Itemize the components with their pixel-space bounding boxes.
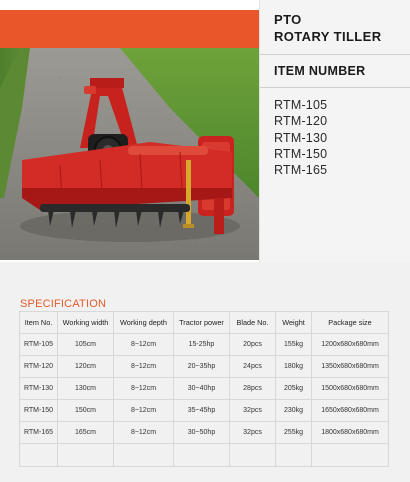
table-cell: 1500x680x680mm bbox=[312, 378, 389, 400]
table-cell: 1350x680x680mm bbox=[312, 356, 389, 378]
table-cell: 1650x680x680mm bbox=[312, 400, 389, 422]
table-cell: 120cm bbox=[58, 356, 114, 378]
model-item: RTM-105 bbox=[274, 98, 328, 112]
divider bbox=[260, 87, 410, 88]
table-row bbox=[20, 334, 389, 356]
table-cell bbox=[58, 444, 114, 467]
table-cell: 8~12cm bbox=[114, 422, 174, 444]
table-cell: 205kg bbox=[276, 378, 312, 400]
table-cell: 8~12cm bbox=[114, 334, 174, 356]
column-header: Working width bbox=[58, 312, 114, 334]
table-cell bbox=[174, 444, 230, 467]
product-info-panel bbox=[259, 0, 410, 262]
table-cell: 15-25hp bbox=[174, 334, 230, 356]
table-cell: 130cm bbox=[58, 378, 114, 400]
column-header: Blade No. bbox=[230, 312, 276, 334]
item-number-heading: ITEM NUMBER bbox=[274, 64, 366, 78]
table-cell: 30~50hp bbox=[174, 422, 230, 444]
table-row bbox=[20, 400, 389, 422]
table-cell: RTM-150 bbox=[20, 400, 58, 422]
divider bbox=[260, 54, 410, 55]
table-cell: 180kg bbox=[276, 356, 312, 378]
rotary-tiller-illustration bbox=[0, 48, 259, 260]
table-cell: 20pcs bbox=[230, 334, 276, 356]
table-row bbox=[20, 378, 389, 400]
table-cell: 8~12cm bbox=[114, 356, 174, 378]
table-cell: 155kg bbox=[276, 334, 312, 356]
accent-bar bbox=[0, 10, 259, 48]
product-name-line2: ROTARY TILLER bbox=[274, 29, 382, 44]
table-cell: 8~12cm bbox=[114, 400, 174, 422]
model-item: RTM-130 bbox=[274, 130, 328, 145]
model-item: RTM-150 bbox=[274, 146, 328, 161]
table-cell bbox=[230, 444, 276, 467]
table-cell: 30~40hp bbox=[174, 378, 230, 400]
table-cell: 24pcs bbox=[230, 356, 276, 378]
table-cell: RTM-120 bbox=[20, 356, 58, 378]
table-row bbox=[20, 422, 389, 444]
table-cell: 28pcs bbox=[230, 378, 276, 400]
table-cell: RTM-165 bbox=[20, 422, 58, 444]
table-row-empty bbox=[20, 444, 389, 467]
table-cell: 150cm bbox=[58, 400, 114, 422]
column-header: Weight bbox=[276, 312, 312, 334]
model-item: RTM-165 bbox=[274, 163, 328, 178]
column-header: Working depth bbox=[114, 312, 174, 334]
table-cell bbox=[114, 444, 174, 467]
table-cell: RTM-130 bbox=[20, 378, 58, 400]
column-header: Package size bbox=[312, 312, 389, 334]
product-name-line1: PTO bbox=[274, 12, 302, 27]
model-list bbox=[274, 97, 327, 178]
table-cell: 255kg bbox=[276, 422, 312, 444]
table-cell: 35~45hp bbox=[174, 400, 230, 422]
table-cell: 1800x680x680mm bbox=[312, 422, 389, 444]
table-cell: 105cm bbox=[58, 334, 114, 356]
table-header-row bbox=[20, 312, 389, 334]
specification-title: SPECIFICATION bbox=[20, 298, 107, 310]
model-item: RTM-120 bbox=[274, 114, 328, 129]
column-header: Item No. bbox=[20, 312, 58, 334]
product-name bbox=[274, 11, 382, 45]
table-cell bbox=[312, 444, 389, 467]
table-row bbox=[20, 356, 389, 378]
table-cell: 230kg bbox=[276, 400, 312, 422]
table-cell: 32pcs bbox=[230, 422, 276, 444]
table-cell bbox=[276, 444, 312, 467]
table-cell bbox=[20, 444, 58, 467]
table-cell: 32pcs bbox=[230, 400, 276, 422]
table-cell: 1200x680x680mm bbox=[312, 334, 389, 356]
table-cell: 165cm bbox=[58, 422, 114, 444]
table-cell: RTM-105 bbox=[20, 334, 58, 356]
product-photo bbox=[0, 48, 259, 260]
table-cell: 20~35hp bbox=[174, 356, 230, 378]
table-cell: 8~12cm bbox=[114, 378, 174, 400]
specification-table bbox=[19, 311, 389, 467]
column-header: Tractor power bbox=[174, 312, 230, 334]
